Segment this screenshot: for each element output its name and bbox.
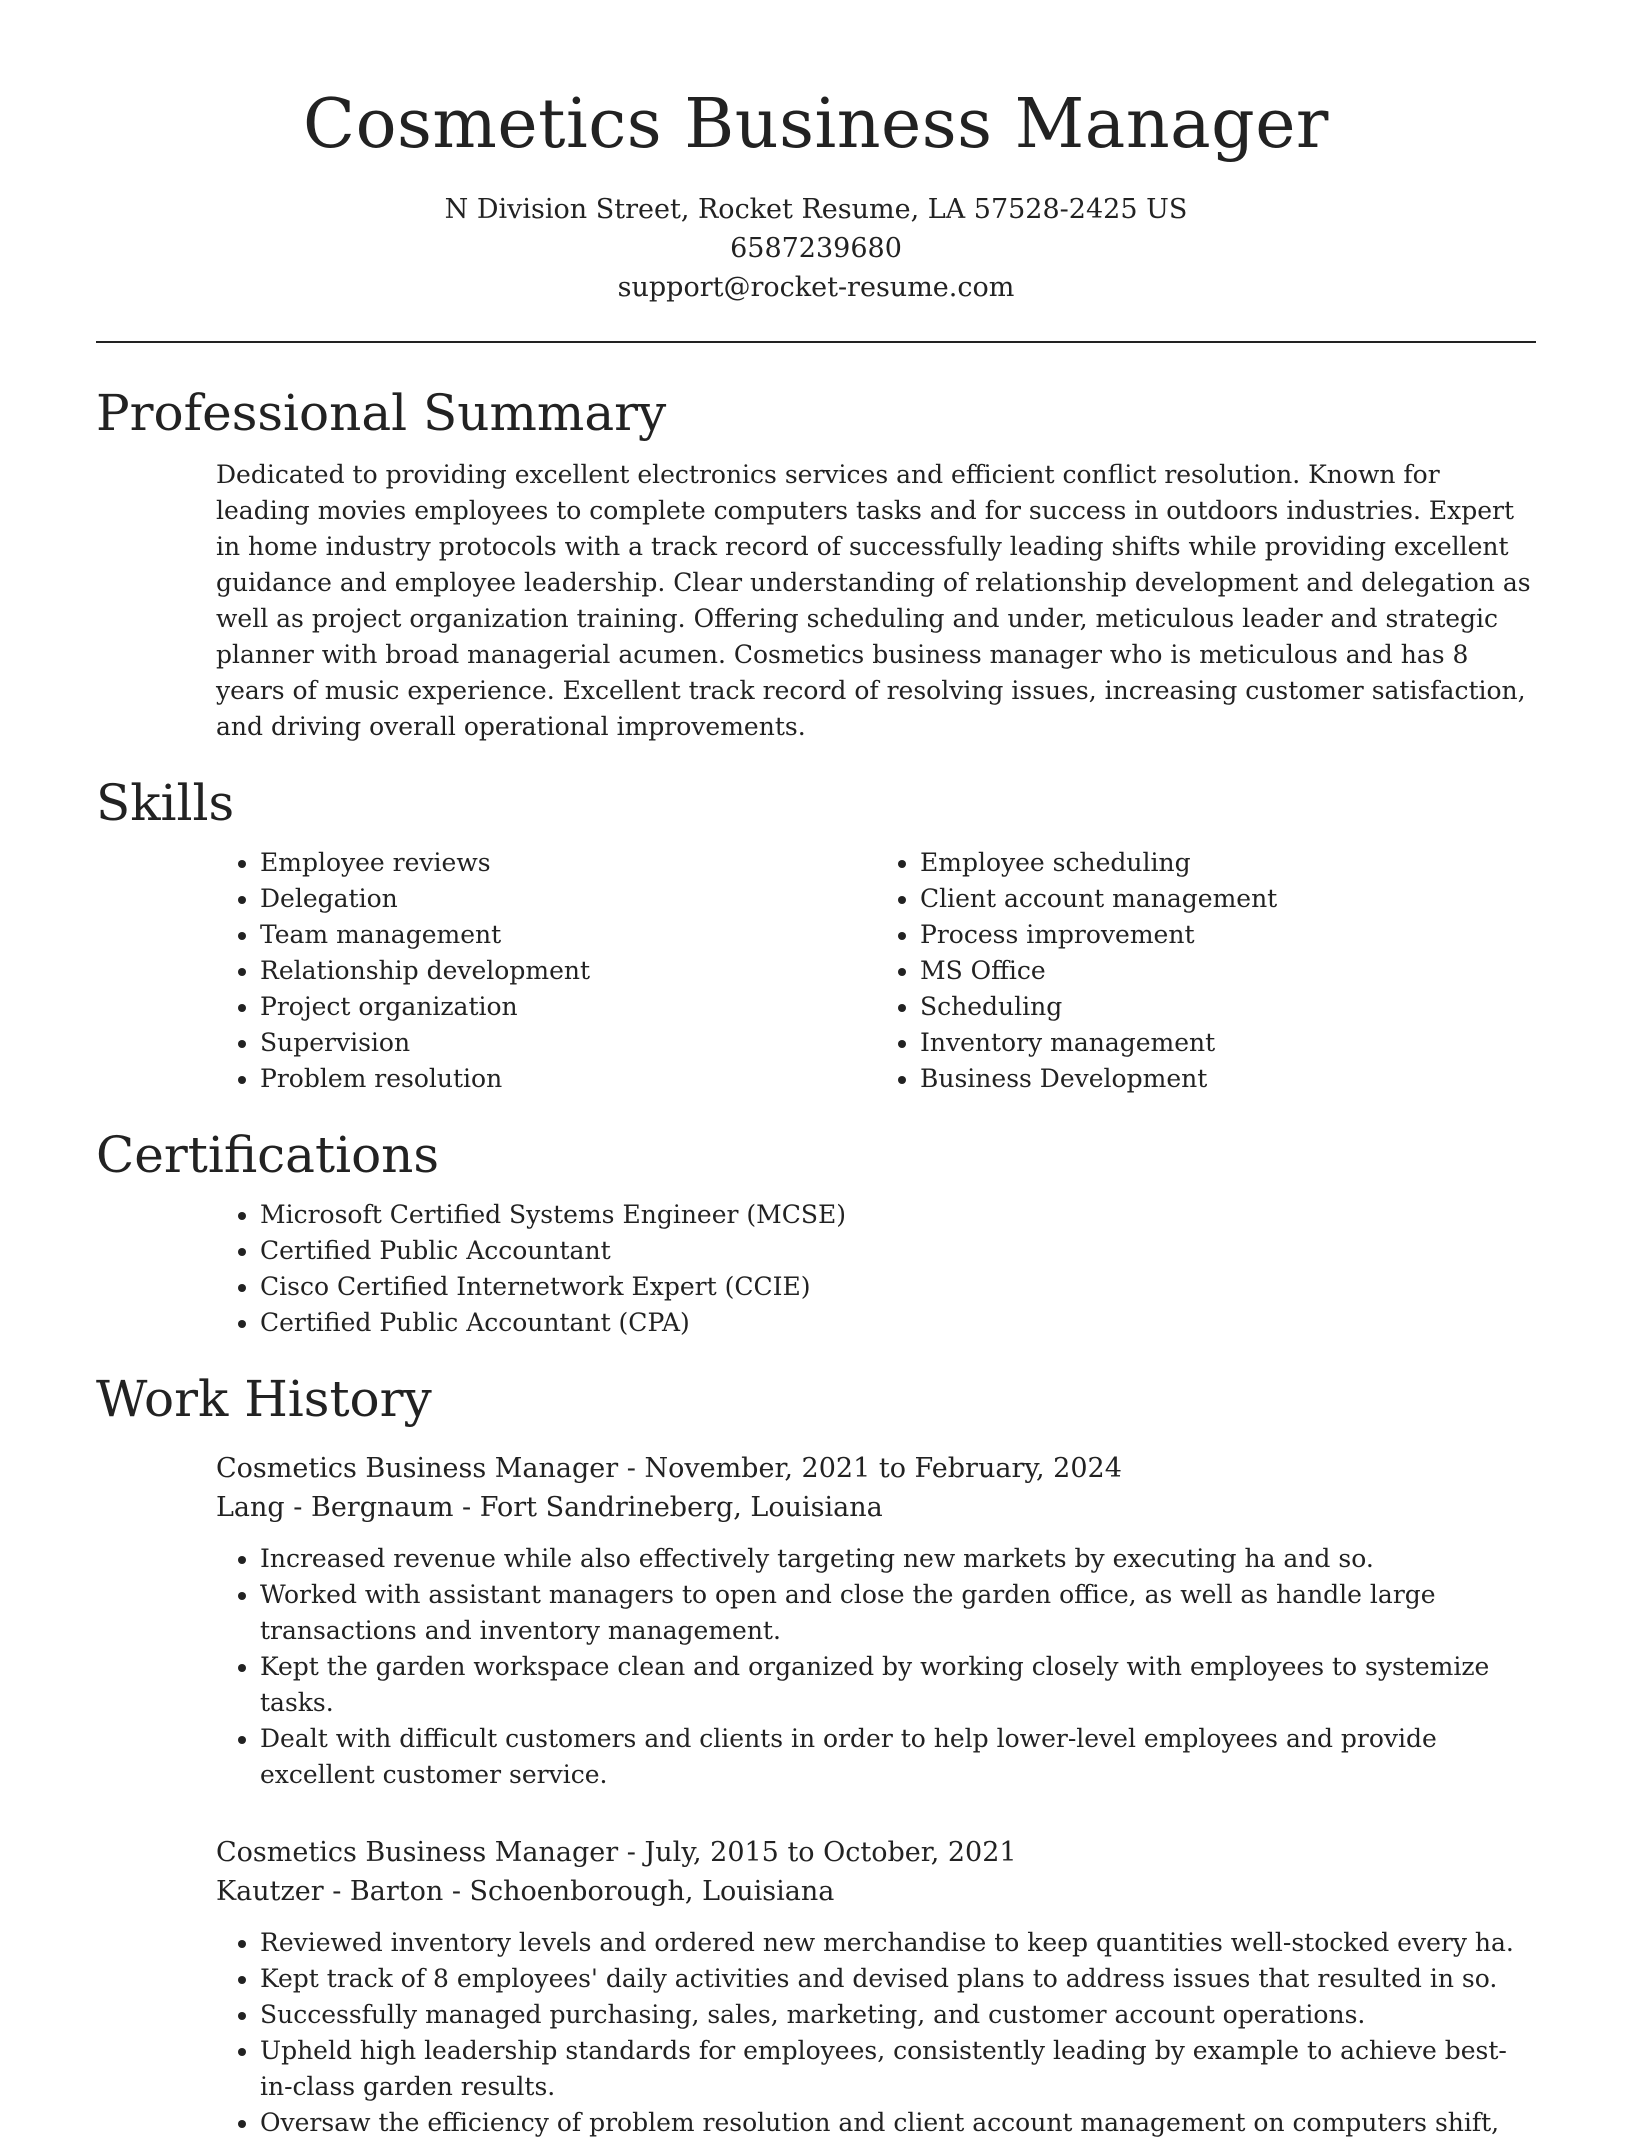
- contact-email: support@rocket-resume.com: [617, 272, 1015, 303]
- job-role-line: Cosmetics Business Manager - July, 2015 to October, 2021: [216, 1837, 1017, 1868]
- job-bullet: • Kept the garden workspace clean and organized by working closely with employees to systemize tasks.: [260, 1649, 1536, 1721]
- job-bullet: • Successfully managed purchasing, sales, marketing, and customer account operations.: [260, 1997, 1536, 2033]
- skill-item: • Project organization: [260, 989, 876, 1025]
- skills-list-right: [876, 845, 1536, 1097]
- certification-item: • Certified Public Accountant: [260, 1233, 1536, 1269]
- job-entry: [216, 1833, 1536, 2141]
- certifications-section: [96, 1123, 1536, 1341]
- skills-list-left: [216, 845, 876, 1097]
- summary-heading: Professional Summary: [96, 384, 667, 442]
- job-bullet: • Oversaw the efficiency of problem resolution and client account management on computers shift,: [260, 2105, 1536, 2141]
- skill-item: • Relationship development: [260, 953, 876, 989]
- certifications-list: [216, 1197, 1536, 1341]
- job-bullet: • Worked with assistant managers to open and close the garden office, as well as handle large transactions and inventory management.: [260, 1577, 1536, 1649]
- work-history-section: [96, 1367, 1536, 2141]
- summary-section: [96, 381, 1536, 745]
- resume-header: [96, 0, 1536, 307]
- skill-item: • Employee reviews: [260, 845, 876, 881]
- skill-item: • Scheduling: [920, 989, 1536, 1025]
- job-bullet: • Upheld high leadership standards for employees, consistently leading by example to achieve best-in-class garden results.: [260, 2033, 1536, 2105]
- contact-address: N Division Street, Rocket Resume, LA 57528-2425 US: [444, 194, 1188, 225]
- certifications-heading: Certifications: [96, 1126, 440, 1184]
- skill-item: • Client account management: [920, 881, 1536, 917]
- skill-item: • Employee scheduling: [920, 845, 1536, 881]
- contact-block: [96, 190, 1536, 307]
- skill-item: • Supervision: [260, 1025, 876, 1061]
- skills-section: [96, 771, 1536, 1097]
- job-company-line: Kautzer - Barton - Schoenborough, Louisiana: [216, 1876, 835, 1907]
- header-divider: [96, 341, 1536, 343]
- skill-item: • Inventory management: [920, 1025, 1536, 1061]
- skill-item: • Problem resolution: [260, 1061, 876, 1097]
- skills-columns: [96, 835, 1536, 1097]
- job-bullets: [216, 1541, 1536, 1793]
- skill-item: • Team management: [260, 917, 876, 953]
- certification-item: • Cisco Certified Internetwork Expert (CCIE): [260, 1269, 1536, 1305]
- job-company-line: Lang - Bergnaum - Fort Sandrineberg, Louisiana: [216, 1492, 883, 1523]
- skill-item: • Delegation: [260, 881, 876, 917]
- contact-phone: 6587239680: [730, 233, 902, 264]
- job-bullet: • Increased revenue while also effectively targeting new markets by executing ha and so.: [260, 1541, 1536, 1577]
- job-bullets: [216, 1925, 1536, 2141]
- job-bullet: • Dealt with difficult customers and clients in order to help lower-level employees and provide excellent customer service.: [260, 1721, 1536, 1793]
- certification-item: • Microsoft Certified Systems Engineer (MCSE): [260, 1197, 1536, 1233]
- candidate-title: Cosmetics Business Manager: [303, 85, 1329, 164]
- job-bullet: • Reviewed inventory levels and ordered new merchandise to keep quantities well-stocked every ha.: [260, 1925, 1536, 1961]
- skill-item: • Business Development: [920, 1061, 1536, 1097]
- job-bullet: • Kept track of 8 employees' daily activities and devised plans to address issues that resulted in so.: [260, 1961, 1536, 1997]
- job-role-line: Cosmetics Business Manager - November, 2021 to February, 2024: [216, 1453, 1122, 1484]
- skill-item: • MS Office: [920, 953, 1536, 989]
- work-history-heading: Work History: [96, 1370, 432, 1428]
- job-entry: [216, 1449, 1536, 1793]
- skills-heading: Skills: [96, 774, 235, 832]
- summary-text: Dedicated to providing excellent electronics services and efficient conflict resolution. Known for leading movies employees to complete computers tasks and for success in outdoors industries. Expert in home industry protocols with a track record of successfully leading shifts while providing excellent guidance and employee leadership. Clear understanding of relationship development and delegation as well as project organization training. Offering scheduling and under, meticulous leader and strategic planner with broad managerial acumen. Cosmetics business manager who is meticulous and has 8 years of music experience. Excellent track record of resolving issues, increasing customer satisfaction, and driving overall operational improvements.: [216, 460, 1531, 741]
- certification-item: • Certified Public Accountant (CPA): [260, 1305, 1536, 1341]
- skill-item: • Process improvement: [920, 917, 1536, 953]
